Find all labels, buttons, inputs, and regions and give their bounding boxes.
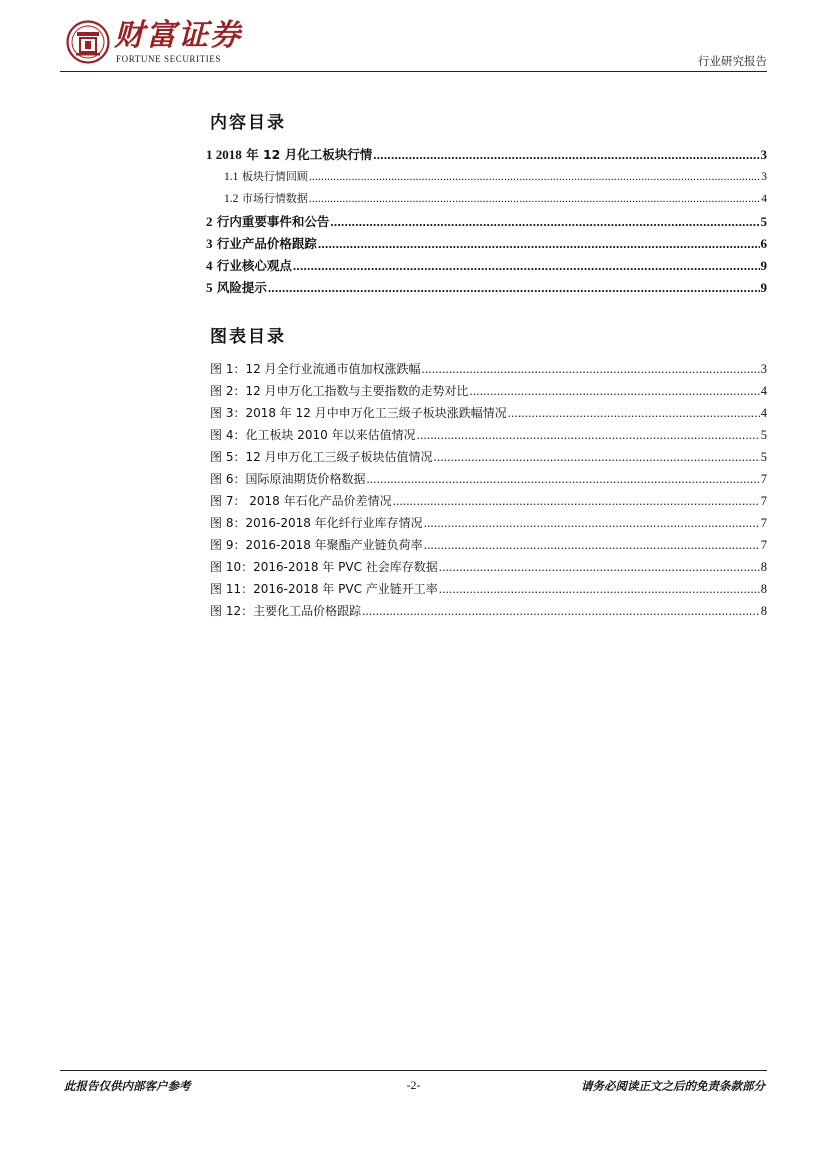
toc-entry[interactable]	[206, 168, 767, 184]
dot-leader	[309, 193, 760, 205]
footer-disclaimer-right: 请务必阅读正文之后的免责条款部分	[581, 1079, 765, 1093]
toc-entry-label: 板块行情回顾	[238, 170, 308, 183]
toc-entry-label: 行业核心观点	[212, 258, 292, 273]
header-divider	[60, 71, 767, 72]
toc-entry[interactable]	[206, 190, 767, 206]
figure-entry-page: 4	[760, 384, 767, 398]
dot-leader	[393, 494, 760, 509]
figure-entry-label: 图 6：国际原油期货价格数据	[210, 472, 366, 486]
toc-entry-label: 行业产品价格跟踪	[212, 236, 317, 251]
figure-entry-label: 图 8：2016-2018 年化纤行业库存情况	[210, 516, 423, 530]
footer-disclaimer-left: 此报告仅供内部客户参考	[64, 1079, 191, 1093]
dot-leader	[508, 406, 760, 421]
figure-entry[interactable]	[206, 580, 767, 597]
dot-leader	[268, 280, 760, 296]
figure-entry-page: 5	[760, 428, 767, 442]
page-number: -2-	[406, 1078, 421, 1092]
brand-name-en: FORTUNE SECURITIES	[116, 54, 222, 64]
page-header	[0, 0, 827, 80]
toc-entry-label: 风险提示	[212, 280, 267, 295]
toc-entry[interactable]	[206, 256, 767, 274]
figure-entry[interactable]	[206, 602, 767, 619]
figure-entry-page: 7	[760, 538, 767, 552]
toc-entry-label: 行内重要事件和公告	[212, 214, 330, 229]
toc-entry-page: 9	[760, 258, 767, 273]
figure-entry-label: 图 11：2016-2018 年 PVC 产业链开工率	[210, 582, 438, 596]
figure-entry-label: 图 1：12 月全行业流通市值加权涨跌幅	[210, 362, 421, 376]
figure-entry[interactable]	[206, 470, 767, 487]
toc-entry-page: 5	[760, 214, 767, 229]
toc-entry[interactable]	[206, 145, 767, 163]
toc-entry[interactable]	[206, 278, 767, 296]
figure-entry[interactable]	[206, 404, 767, 421]
toc-entry[interactable]	[206, 234, 767, 252]
toc-entry[interactable]	[206, 212, 767, 230]
toc-entry-number: 5	[206, 280, 213, 295]
toc-entry-page: 3	[761, 171, 767, 183]
dot-leader	[330, 214, 759, 230]
figure-entry-page: 8	[760, 582, 767, 596]
toc-entry-page: 4	[761, 193, 767, 205]
footer-divider	[60, 1070, 767, 1071]
figure-entry-label: 图 5：12 月申万化工三级子板块估值情况	[210, 450, 433, 464]
figure-entry-page: 7	[760, 494, 767, 508]
dot-leader	[424, 516, 760, 531]
toc-entry-number: 1.1	[224, 171, 239, 183]
figure-entry[interactable]	[206, 492, 767, 509]
figure-entry-page: 7	[760, 516, 767, 530]
figure-entry-label: 图 12：主要化工品价格跟踪	[210, 604, 362, 618]
dot-leader	[366, 472, 759, 487]
figure-entry-page: 3	[760, 362, 767, 376]
dot-leader	[293, 258, 760, 274]
toc-entry-number: 4	[206, 258, 213, 273]
dot-leader	[422, 362, 760, 377]
toc-entry-label: 市场行情数据	[238, 192, 308, 205]
figure-entry-label: 图 9：2016-2018 年聚酯产业链负荷率	[210, 538, 423, 552]
figure-entry-page: 7	[760, 472, 767, 486]
figure-entry-page: 5	[760, 450, 767, 464]
figure-entry[interactable]	[206, 360, 767, 377]
toc-entry-page: 9	[760, 280, 767, 295]
toc-entry-number: 3	[206, 236, 213, 251]
report-type-label: 行业研究报告	[698, 54, 767, 68]
brand-name-cn: 财富证券	[114, 18, 242, 53]
dot-leader	[309, 171, 760, 183]
dot-leader	[424, 538, 760, 553]
dot-leader	[417, 428, 760, 443]
figure-entry-label: 图 3：2018 年 12 月中申万化工三级子板块涨跌幅情况	[210, 406, 507, 420]
dot-leader	[362, 604, 760, 619]
toc-entry-label: 年 12 月化工板块行情	[241, 147, 373, 162]
figure-entry[interactable]	[206, 558, 767, 575]
fortune-securities-logo-icon	[66, 20, 110, 64]
toc-entry-number: 2	[206, 214, 213, 229]
dot-leader	[439, 560, 760, 575]
figure-entry[interactable]	[206, 536, 767, 553]
figure-entry[interactable]	[206, 426, 767, 443]
figure-entry-page: 8	[760, 604, 767, 618]
figure-entry[interactable]	[206, 514, 767, 531]
toc-entry-page: 3	[760, 147, 767, 162]
dot-leader	[318, 236, 760, 252]
figure-entry-label: 图 4：化工板块 2010 年以来估值情况	[210, 428, 416, 442]
figure-entry[interactable]	[206, 448, 767, 465]
dot-leader	[434, 450, 760, 465]
dot-leader	[373, 147, 759, 163]
dot-leader	[439, 582, 760, 597]
figures-title: 图表目录	[210, 327, 286, 347]
figure-entry-label: 图 2：12 月申万化工指数与主要指数的走势对比	[210, 384, 469, 398]
toc-entry-number: 1 2018	[206, 147, 242, 162]
figure-entry[interactable]	[206, 382, 767, 399]
figure-entry-page: 8	[760, 560, 767, 574]
toc-entry-page: 6	[760, 236, 767, 251]
figure-entry-label: 图 7： 2018 年石化产品价差情况	[210, 494, 392, 508]
figure-entry-page: 4	[760, 406, 767, 420]
dot-leader	[470, 384, 760, 399]
figure-entry-label: 图 10：2016-2018 年 PVC 社会库存数据	[210, 560, 438, 574]
toc-entry-number: 1.2	[224, 193, 239, 205]
contents-title: 内容目录	[210, 113, 286, 133]
